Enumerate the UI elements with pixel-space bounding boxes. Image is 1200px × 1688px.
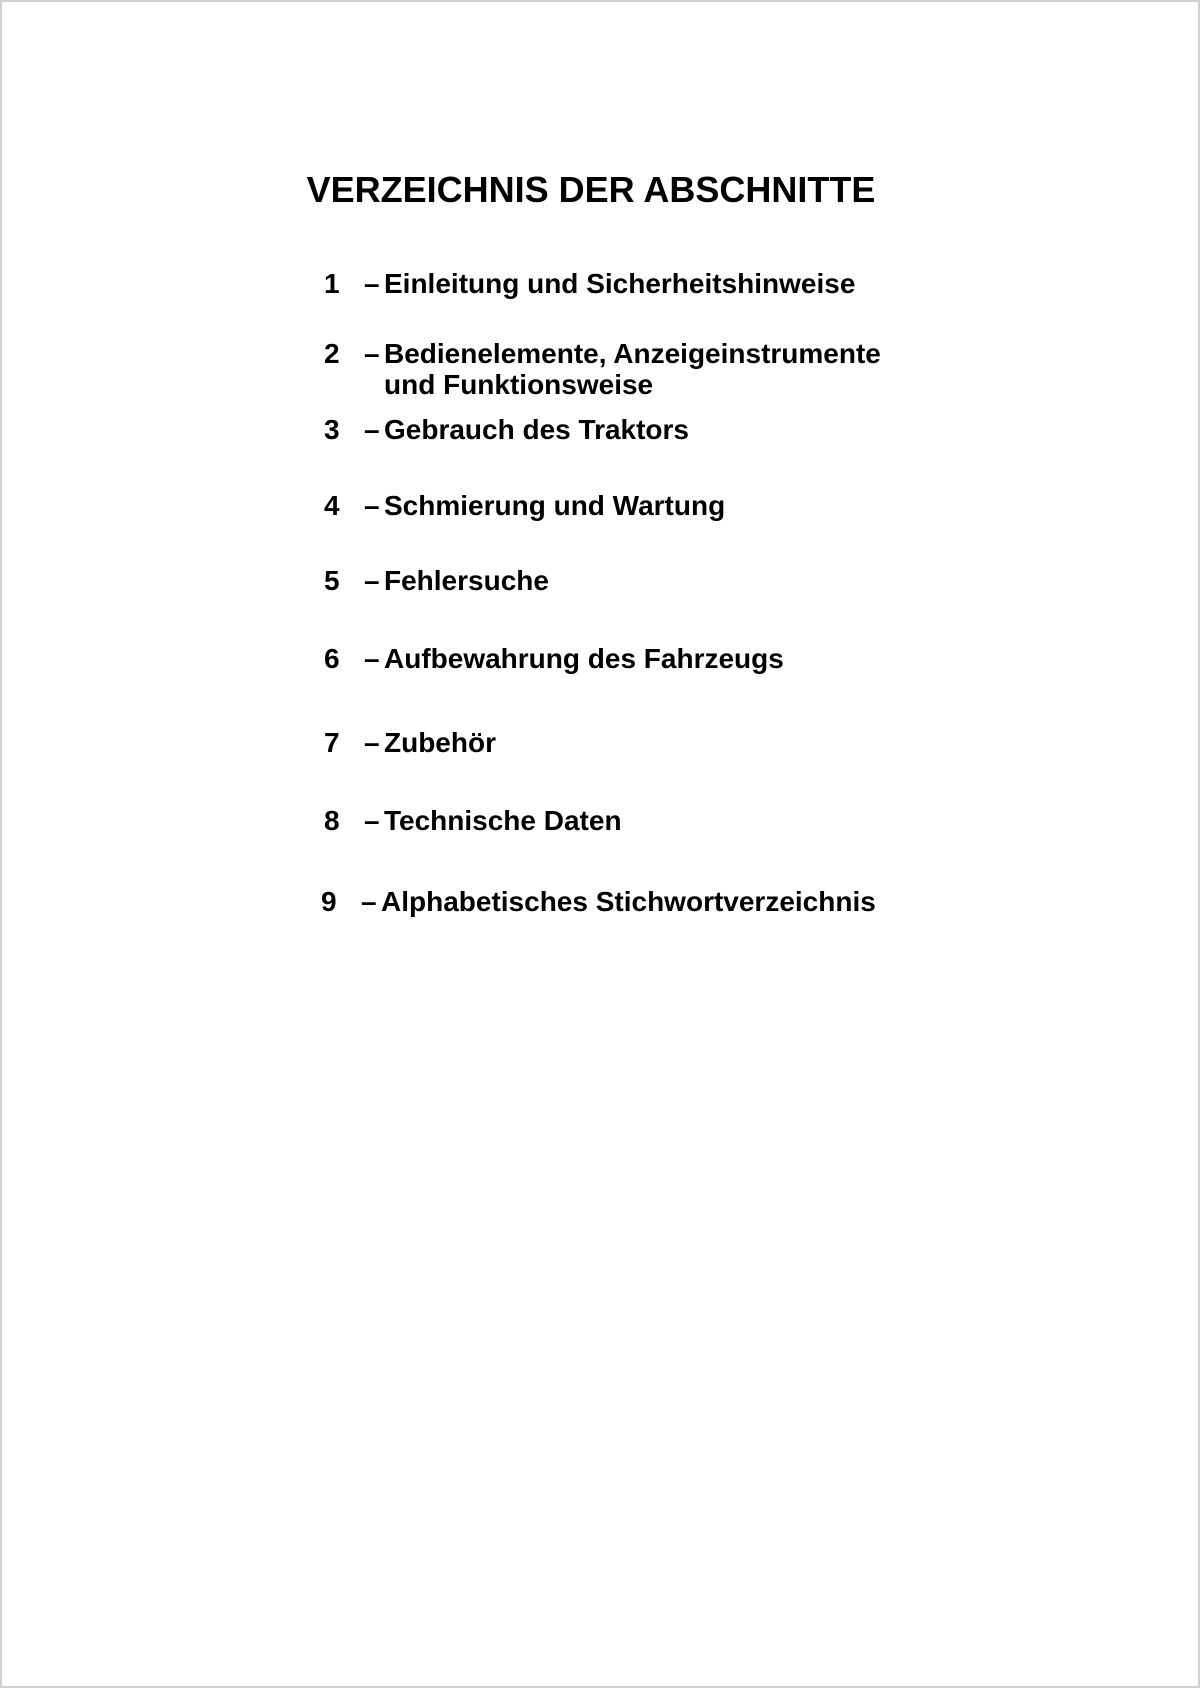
- entry-dash: –: [364, 490, 380, 521]
- entry-label: Einleitung und Sicherheitshinweise: [384, 268, 856, 299]
- entry-label: Technische Daten: [384, 805, 622, 836]
- entry-number: 2: [324, 338, 340, 369]
- toc-entry-7[interactable]: [324, 727, 496, 758]
- entry-dash: –: [364, 565, 380, 596]
- entry-number: 1: [324, 268, 340, 299]
- entry-dash: –: [364, 338, 380, 369]
- entry-number: 8: [324, 805, 340, 836]
- entry-number: 3: [324, 414, 340, 445]
- entry-dash: –: [364, 268, 380, 299]
- entry-label: Zubehör: [384, 727, 496, 758]
- toc-entry-4[interactable]: [324, 490, 725, 521]
- entry-label: Aufbewahrung des Fahrzeugs: [384, 643, 784, 674]
- entry-number: 6: [324, 643, 340, 674]
- page-title: VERZEICHNIS DER ABSCHNITTE: [306, 169, 876, 210]
- entry-label: Schmierung und Wartung: [384, 490, 726, 521]
- entry-number: 9: [321, 886, 337, 917]
- entry-dash: –: [364, 805, 380, 836]
- toc-entry-3[interactable]: [324, 414, 689, 445]
- entry-label: Alphabetisches Stichwortverzeichnis: [381, 886, 876, 917]
- entry-label: Gebrauch des Traktors: [384, 414, 690, 445]
- entry-number: 5: [324, 565, 340, 596]
- entry-dash: –: [364, 727, 380, 758]
- entry-dash: –: [364, 643, 380, 674]
- toc-entry-1[interactable]: [324, 268, 855, 299]
- entry-label: Fehlersuche: [384, 565, 549, 596]
- entry-number: 4: [324, 490, 340, 521]
- entry-dash: –: [361, 886, 377, 917]
- entry-dash: –: [364, 414, 380, 445]
- toc-entry-9[interactable]: [321, 886, 876, 917]
- toc-entry-6[interactable]: [324, 643, 784, 674]
- entry-number: 7: [324, 727, 340, 758]
- toc-entry-8[interactable]: [324, 805, 622, 836]
- toc-entry-2[interactable]: [324, 338, 881, 400]
- entry-label: Bedienelemente, Anzeigeinstrumente und Funktionsweise: [384, 338, 881, 400]
- toc-entry-5[interactable]: [324, 565, 549, 596]
